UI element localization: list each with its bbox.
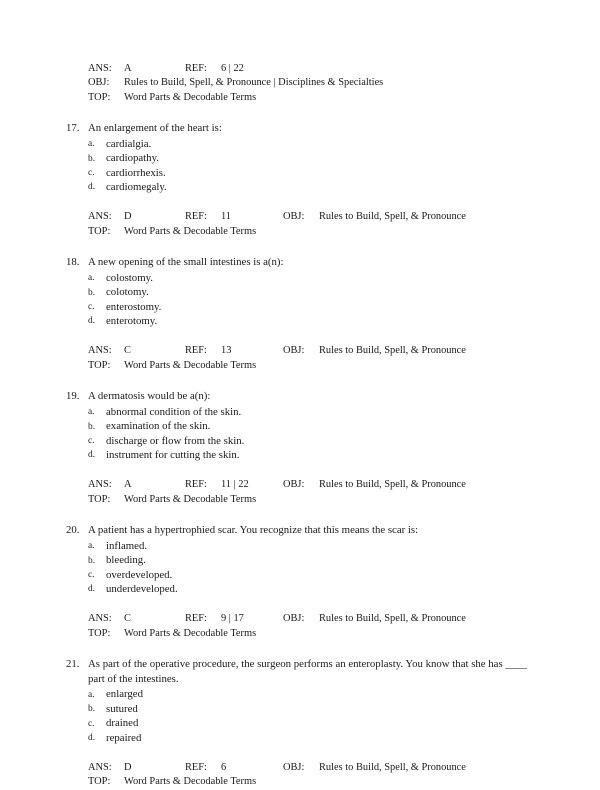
option-list (88, 687, 536, 745)
option-text: enterotomy. (106, 314, 158, 327)
ans-field (88, 210, 132, 224)
page-content (66, 62, 536, 790)
option-letter: a. (88, 541, 95, 552)
option-text: abnormal condition of the skin. (106, 405, 242, 418)
metadata-row-top (88, 627, 536, 641)
option-item[interactable] (88, 419, 536, 433)
option-text: repaired (106, 731, 142, 744)
question-number: 18. (66, 256, 80, 269)
ref-value: 11 | 22 (221, 479, 249, 491)
ans-value: C (124, 345, 131, 357)
top-label: TOP: (88, 776, 111, 788)
answer-metadata-block (88, 478, 536, 507)
option-item[interactable] (88, 405, 536, 419)
option-text: colotomy. (106, 286, 149, 299)
question-text: A dermatosis would be a(n): (88, 390, 211, 403)
ref-value: 6 | 22 (221, 63, 244, 74)
obj-label: OBJ: (283, 211, 305, 223)
ans-label: ANS: (88, 761, 112, 773)
top-value: Word Parts & Decodable Terms (124, 776, 257, 788)
ref-value: 9 | 17 (221, 613, 244, 625)
option-text: cardialgia. (106, 137, 152, 150)
option-text: overdeveloped. (106, 568, 173, 581)
ans-value: D (124, 761, 132, 773)
option-text: colostomy. (106, 271, 153, 284)
question-block (66, 121, 536, 239)
answer-metadata-block (88, 62, 536, 105)
ans-value: A (124, 63, 132, 74)
metadata-row-ans-ref (88, 62, 536, 76)
option-list (88, 539, 536, 597)
ans-label: ANS: (88, 63, 112, 74)
ref-field (185, 62, 244, 76)
option-letter: b. (88, 153, 96, 164)
ref-label: REF: (185, 211, 207, 223)
ans-label: ANS: (88, 345, 112, 357)
option-item[interactable] (88, 300, 536, 314)
option-text: cardiomegaly. (106, 180, 167, 193)
metadata-row-top (88, 225, 536, 239)
obj-field (88, 76, 383, 90)
option-letter: c. (88, 168, 95, 179)
metadata-row-ans-ref-obj (88, 761, 536, 775)
metadata-row-ans-ref-obj (88, 344, 536, 358)
option-list (88, 405, 536, 463)
option-item[interactable] (88, 271, 536, 285)
question-text: As part of the operative procedure, the surgeon performs an enteroplasty. You know that she has ____ part of the intestines. (88, 658, 527, 685)
option-item[interactable] (88, 568, 536, 582)
option-text: underdeveloped. (106, 582, 178, 595)
option-letter: d. (88, 733, 96, 744)
question-block (66, 255, 536, 373)
ans-label: ANS: (88, 613, 112, 625)
option-item[interactable] (88, 716, 536, 730)
top-value: Word Parts & Decodable Terms (124, 91, 257, 103)
option-letter: b. (88, 421, 96, 432)
option-letter: b. (88, 287, 96, 298)
option-letter: a. (88, 273, 95, 284)
option-text: examination of the skin. (106, 420, 211, 433)
obj-field (283, 612, 466, 626)
ref-label: REF: (185, 613, 207, 625)
question-number: 20. (66, 524, 80, 537)
obj-field (283, 344, 466, 358)
obj-label: OBJ: (88, 77, 110, 89)
question-stem (66, 389, 536, 404)
option-text: inflamed. (106, 539, 148, 552)
ref-value: 11 (221, 211, 232, 223)
ref-label: REF: (185, 761, 207, 773)
obj-label: OBJ: (283, 479, 305, 491)
top-label: TOP: (88, 627, 111, 639)
ref-field (185, 612, 244, 626)
answer-metadata-block (88, 210, 536, 239)
option-letter: c. (88, 302, 95, 313)
ans-label: ANS: (88, 479, 112, 491)
option-item[interactable] (88, 180, 536, 194)
obj-value: Rules to Build, Spell, & Pronounce | Disciplines & Specialties (124, 77, 384, 89)
option-letter: b. (88, 555, 96, 566)
obj-value: Rules to Build, Spell, & Pronounce (319, 761, 466, 773)
option-item[interactable] (88, 166, 536, 180)
top-label: TOP: (88, 91, 111, 103)
option-letter: d. (88, 584, 96, 595)
obj-value: Rules to Build, Spell, & Pronounce (319, 613, 466, 625)
top-label: TOP: (88, 493, 111, 505)
option-item[interactable] (88, 137, 536, 151)
ref-value: 13 (221, 345, 232, 357)
ref-value: 6 (221, 761, 227, 773)
option-item[interactable] (88, 553, 536, 567)
question-stem (66, 523, 536, 538)
ref-label: REF: (185, 63, 207, 74)
question-number: 21. (66, 658, 80, 671)
ref-field (185, 478, 249, 492)
question-number: 17. (66, 122, 80, 135)
metadata-row-top (88, 359, 536, 373)
ref-field (185, 761, 226, 775)
ans-field (88, 761, 132, 775)
top-value: Word Parts & Decodable Terms (124, 627, 257, 639)
obj-field (283, 761, 466, 775)
obj-label: OBJ: (283, 761, 305, 773)
obj-label: OBJ: (283, 345, 305, 357)
option-item[interactable] (88, 448, 536, 462)
answer-metadata-block (88, 761, 536, 790)
top-value: Word Parts & Decodable Terms (124, 359, 257, 371)
question-text: An enlargement of the heart is: (88, 122, 222, 135)
top-field (88, 775, 256, 789)
option-item[interactable] (88, 702, 536, 716)
obj-field (283, 478, 466, 492)
metadata-row-top (88, 775, 536, 789)
option-letter: a. (88, 689, 95, 700)
option-item[interactable] (88, 582, 536, 596)
ref-label: REF: (185, 479, 207, 491)
option-text: bleeding. (106, 554, 146, 567)
option-letter: d. (88, 182, 96, 193)
option-text: sutured (106, 702, 138, 715)
option-list (88, 137, 536, 195)
option-item[interactable] (88, 687, 536, 701)
ans-value: C (124, 613, 131, 625)
question-block (66, 523, 536, 641)
ans-label: ANS: (88, 211, 112, 223)
ans-field (88, 612, 131, 626)
question-text: A new opening of the small intestines is a(n): (88, 256, 284, 269)
option-item[interactable] (88, 285, 536, 299)
option-text: cardiopathy. (106, 152, 159, 165)
option-text: enlarged (106, 688, 143, 701)
option-item[interactable] (88, 539, 536, 553)
answer-metadata-block (88, 344, 536, 373)
option-item[interactable] (88, 314, 536, 328)
top-field (88, 359, 256, 373)
top-field (88, 91, 256, 105)
top-label: TOP: (88, 359, 111, 371)
option-item[interactable] (88, 731, 536, 745)
option-text: cardiorrhexis. (106, 166, 166, 179)
option-item[interactable] (88, 151, 536, 165)
ref-label: REF: (185, 345, 207, 357)
ans-field (88, 344, 131, 358)
option-letter: c. (88, 718, 95, 729)
option-letter: b. (88, 704, 96, 715)
question-block (66, 389, 536, 507)
question-text: A patient has a hypertrophied scar. You recognize that this means the scar is: (88, 524, 419, 537)
question-stem (66, 657, 536, 686)
option-item[interactable] (88, 434, 536, 448)
option-letter: d. (88, 316, 96, 327)
metadata-row-top (88, 91, 536, 105)
ans-value: A (124, 479, 132, 491)
top-value: Word Parts & Decodable Terms (124, 225, 257, 237)
obj-label: OBJ: (283, 613, 305, 625)
ans-value: D (124, 211, 132, 223)
top-field (88, 627, 256, 641)
obj-value: Rules to Build, Spell, & Pronounce (319, 211, 466, 223)
option-text: enterostomy. (106, 300, 162, 313)
question-stem (66, 255, 536, 270)
ans-field (88, 478, 132, 492)
question-block (66, 657, 536, 790)
answer-metadata-block (88, 612, 536, 641)
metadata-row-ans-ref-obj (88, 612, 536, 626)
option-text: discharge or flow from the skin. (106, 434, 245, 447)
obj-field (283, 210, 466, 224)
metadata-row-top (88, 493, 536, 507)
ans-field (88, 62, 132, 76)
metadata-row-ans-ref-obj (88, 478, 536, 492)
option-list (88, 271, 536, 329)
option-letter: a. (88, 407, 95, 418)
top-field (88, 493, 256, 507)
top-label: TOP: (88, 225, 111, 237)
option-letter: a. (88, 139, 95, 150)
obj-value: Rules to Build, Spell, & Pronounce (319, 345, 466, 357)
question-number: 19. (66, 390, 80, 403)
option-letter: d. (88, 450, 96, 461)
option-text: drained (106, 717, 139, 730)
top-field (88, 225, 256, 239)
top-value: Word Parts & Decodable Terms (124, 493, 257, 505)
ref-field (185, 210, 231, 224)
metadata-row-obj (88, 76, 536, 90)
metadata-row-ans-ref-obj (88, 210, 536, 224)
ref-field (185, 344, 231, 358)
question-stem (66, 121, 536, 136)
option-letter: c. (88, 436, 95, 447)
option-text: instrument for cutting the skin. (106, 448, 240, 461)
option-letter: c. (88, 570, 95, 581)
obj-value: Rules to Build, Spell, & Pronounce (319, 479, 466, 491)
